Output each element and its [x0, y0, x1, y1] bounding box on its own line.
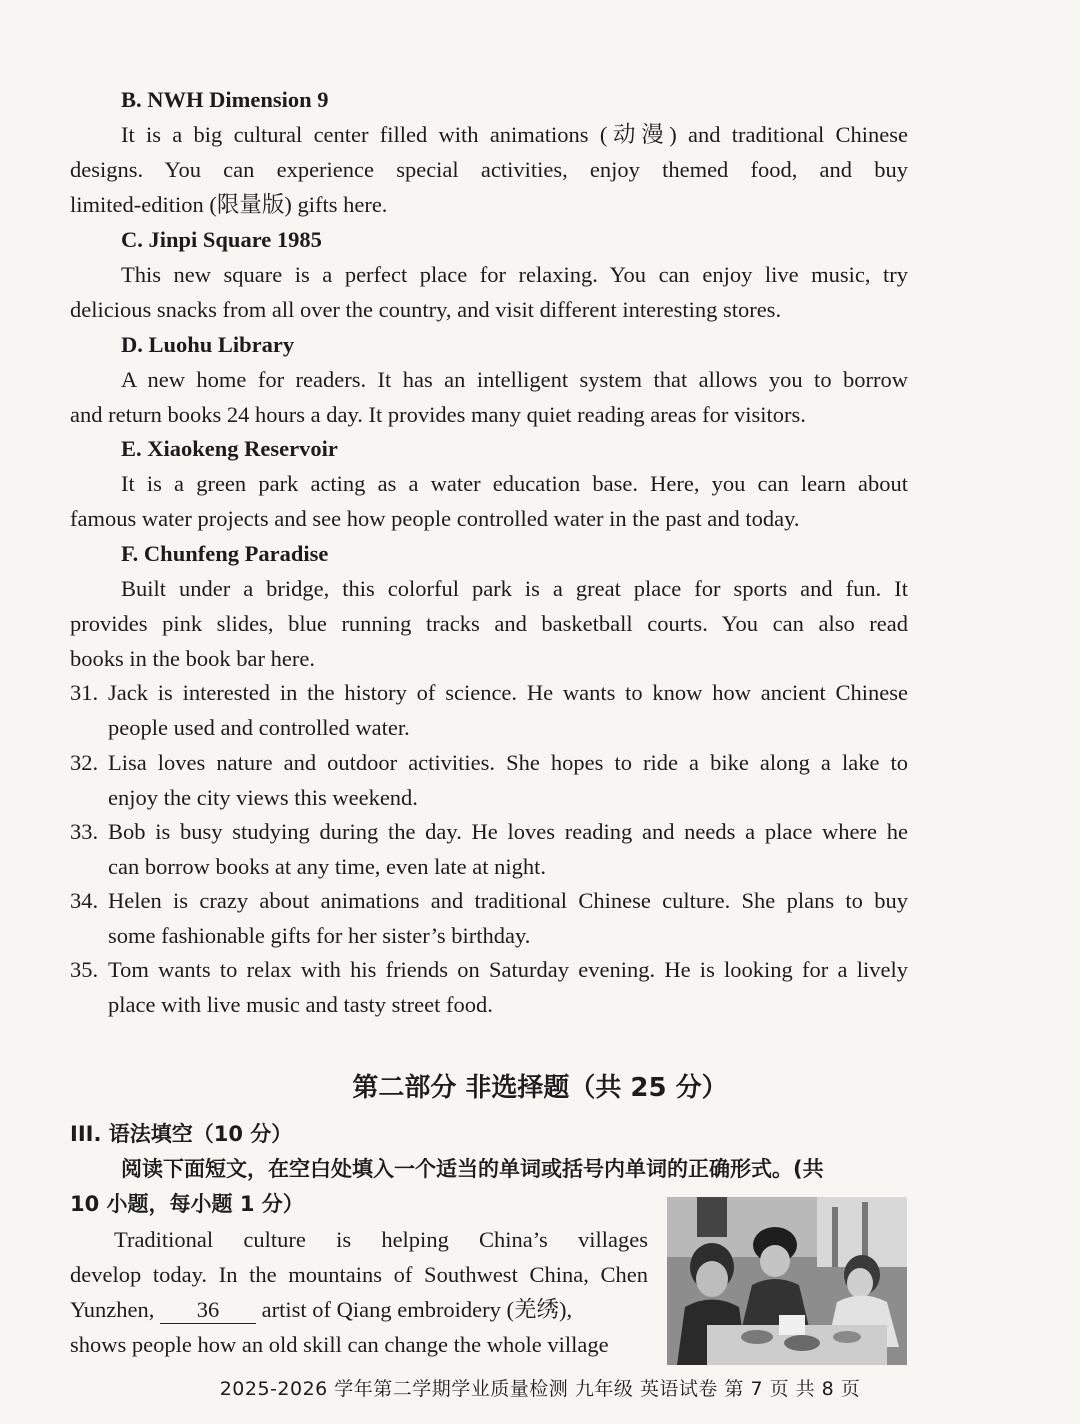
- question-text: Helen is crazy about animations and traditional Chinese culture. She plans to buy: [108, 888, 908, 913]
- question-number: 33.: [70, 819, 99, 844]
- option-d-line-2: and return books 24 hours a day. It provides many quiet reading areas for visitors.: [70, 402, 806, 427]
- option-c-line-1: This new square is a perfect place for relaxing. You can enjoy live music, try: [121, 262, 908, 287]
- question-text: Bob is busy studying during the day. He loves reading and needs a place where he: [108, 819, 908, 844]
- question-33-cont: can borrow books at any time, even late at night.: [108, 854, 546, 879]
- instruction-line-1: 阅读下面短文，在空白处填入一个适当的单词或括号内单词的正确形式。(共: [121, 1157, 824, 1181]
- blank-36[interactable]: 36: [160, 1297, 256, 1324]
- passage-line-1: Traditional culture is helping China’s villages: [114, 1227, 648, 1252]
- page-footer: 2025-2026 学年第二学期学业质量检测 九年级 英语试卷 第 7 页 共 8 页: [219, 1378, 861, 1400]
- question-33: [70, 814, 908, 849]
- question-number: 34.: [70, 888, 99, 913]
- question-31-cont: people used and controlled water.: [108, 715, 410, 740]
- option-c-line-2: delicious snacks from all over the country, and visit different interesting stores.: [70, 297, 782, 322]
- passage-line-2: develop today. In the mountains of Southwest China, Chen: [70, 1262, 648, 1287]
- question-text: Jack is interested in the history of science. He wants to know how ancient Chinese: [108, 680, 908, 705]
- part-two-title: 第二部分 非选择题（共 25 分）: [352, 1073, 728, 1103]
- option-b-heading: B. NWH Dimension 9: [121, 87, 329, 112]
- option-b-line-2: designs. You can experience special activities, enjoy themed food, and buy: [70, 157, 908, 182]
- option-f-heading: F. Chunfeng Paradise: [121, 541, 329, 566]
- passage-line-3: [70, 1292, 648, 1327]
- question-35-cont: place with live music and tasty street food.: [108, 992, 493, 1017]
- option-f-line-1: Built under a bridge, this colorful park is a great place for sports and fun. It: [121, 576, 908, 601]
- option-d-line-1: A new home for readers. It has an intelligent system that allows you to borrow: [121, 367, 908, 392]
- option-b-line-3: limited-edition (限量版) gifts here.: [70, 192, 388, 217]
- question-31: [70, 675, 908, 710]
- question-number: 32.: [70, 750, 99, 775]
- option-e-line-2: famous water projects and see how people controlled water in the past and today.: [70, 506, 800, 531]
- passage-text: Yunzhen,: [70, 1297, 155, 1322]
- option-e-line-1: It is a green park acting as a water education base. Here, you can learn about: [121, 471, 908, 496]
- question-text: Lisa loves nature and outdoor activities. She hopes to ride a bike along a lake to: [108, 750, 908, 775]
- section-three-heading: III. 语法填空（10 分）: [70, 1122, 293, 1146]
- question-34-cont: some fashionable gifts for her sister’s birthday.: [108, 923, 531, 948]
- option-b-line-1: It is a big cultural center filled with animations (动漫) and traditional Chinese: [121, 122, 908, 147]
- instruction-line-2: 10 小题，每小题 1 分）: [70, 1192, 304, 1216]
- option-f-line-3: books in the book bar here.: [70, 646, 315, 671]
- embroidery-class-photo: [667, 1197, 907, 1365]
- option-c-heading: C. Jinpi Square 1985: [121, 227, 322, 252]
- option-d-heading: D. Luohu Library: [121, 332, 295, 357]
- question-number: 31.: [70, 680, 99, 705]
- question-number: 35.: [70, 957, 99, 982]
- question-34: [70, 883, 908, 918]
- question-32-cont: enjoy the city views this weekend.: [108, 785, 418, 810]
- option-f-line-2: provides pink slides, blue running tracks and basketball courts. You can also read: [70, 611, 908, 636]
- passage-text: artist of Qiang embroidery (羌绣),: [261, 1297, 573, 1322]
- option-e-heading: E. Xiaokeng Reservoir: [121, 436, 338, 461]
- passage-line-4: shows people how an old skill can change the whole village: [70, 1332, 609, 1357]
- question-text: Tom wants to relax with his friends on Saturday evening. He is looking for a lively: [108, 957, 908, 982]
- question-32: [70, 745, 908, 780]
- question-35: [70, 952, 908, 987]
